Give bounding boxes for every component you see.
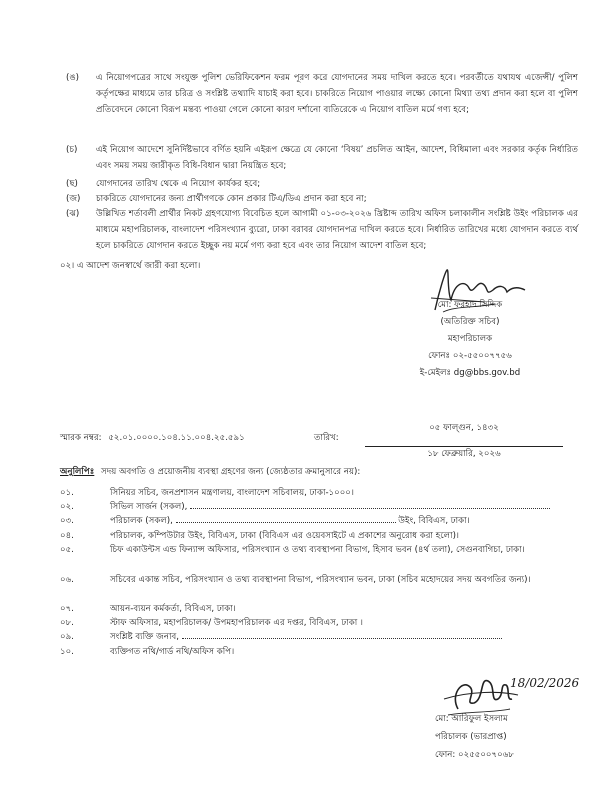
blank-fill-line	[190, 508, 550, 509]
copies-heading: অনুলিপিঃ	[60, 467, 95, 477]
signature-2-date: 18/02/2026	[510, 676, 580, 690]
copy-item	[60, 501, 570, 513]
clause-text: চাকরিতে যোগদানের জন্য প্রার্থীগণকে কোন প্রকার টিএ/ডিএ প্রদান করা হবে না;	[96, 194, 367, 204]
copy-text-line	[110, 501, 570, 513]
copy-item	[60, 515, 570, 527]
signatory-1-name: মো: ফরহাদ সিদ্দিক	[437, 300, 503, 310]
memo-date-english: ১৮ ফেব্রুয়ারি, ২০২৬	[427, 449, 501, 459]
copy-text: ব্যক্তিগত নথি/গার্ড নথি/অফিস কপি।	[110, 647, 235, 657]
copy-text: পরিচালক, কম্পিউটার উইং, বিবিএস, ঢাকা (বিবিএস এর ওয়েবসাইটে এ প্রকাশের অনুরোধ করা হলো)।	[110, 531, 459, 541]
copy-item	[60, 646, 570, 658]
copy-text: স্টাফ অফিসার, মহাপরিচালক/ উপমহাপরিচালক এর দপ্তর, বিবিএস, ঢাকা ।	[110, 618, 364, 628]
signatory-2	[435, 713, 585, 762]
memo-number-row	[60, 432, 245, 445]
signatory-2-designation: পরিচালক (ভারপ্রাপ্ত)	[435, 732, 507, 742]
copy-item	[60, 574, 570, 586]
memo-number: ৫২.০১.০০০০.১০৪.১১.০০৪.২৫.৫৯১	[108, 433, 245, 443]
blank-fill-line	[176, 522, 396, 523]
copy-text: সিনিয়র সচিব, জনপ্রশাসন মন্ত্রণালয়, বাংলাদেশ সচিবালয়, ঢাকা-১০০০।	[110, 488, 354, 498]
copy-item	[60, 530, 570, 542]
copy-suffix: উইং, বিবিএস, ঢাকা।	[398, 516, 470, 526]
copy-item	[60, 544, 570, 556]
signatory-1-designation: (অতিরিক্ত সচিব)	[440, 317, 500, 327]
clause-text: উল্লিখিত শর্তাবলী প্রার্থীর নিকট গ্রহণযোগ্য বিবেচিত হলে আগামী ০১-০৩-২০২৬ খ্রিষ্টাব্দ তারিখ অফিস চলাকালীন সংশ্লিষ্ট উইং পরিচালক এর মাধ্যমে মহাপরিচালক, বাংলাদেশ পরিসংখ্যান ব্যুরো, ঢাকা বরাবর যোগদানপত্র দাখিল করতে হবে। নির্ধারিত তারিখের মধ্যে যোগদান করতে ব্যর্থ হলে চাকরিতে যোগদান করতে ইচ্ছুক নয় মর্মে গণ্য করা হবে এবং তার নিয়োগ আদেশ বাতিল হবে;	[96, 209, 578, 251]
memo-date-label: তারিখ:	[314, 433, 339, 443]
copy-item	[60, 631, 570, 643]
signatory-1-email: ই-মেইলঃ dg@bbs.gov.bd	[419, 368, 521, 378]
signatory-1-phone: ফোনঃ ০২-৫৫০০৭৭৫৬	[428, 351, 512, 361]
signatory-2-phone: ফোন: ০২৫৫০০৭০৬৮	[435, 750, 514, 760]
copy-number: ০২.	[60, 502, 74, 512]
clause-chha	[66, 176, 578, 192]
paragraph-2: ০২। এ আদেশ জনস্বার্থে জারী করা হলো।	[60, 261, 201, 271]
signatory-1-office: মহাপরিচালক	[447, 334, 493, 344]
copy-text-line	[110, 515, 570, 527]
copy-number: ০৯.	[60, 632, 74, 642]
copy-text: পরিচালক (সকল),	[110, 516, 173, 526]
clause-marker: (ঝ)	[66, 209, 80, 219]
clause-uma	[66, 70, 578, 118]
memo-date-bangla: ০৫ ফাল্গুন, ১৪৩২	[429, 423, 499, 433]
copy-number: ০৬.	[60, 575, 74, 585]
copy-text: আয়ন-ব্যয়ন কর্মকর্তা, বিবিএস, ঢাকা।	[110, 604, 236, 614]
copy-number: ১০.	[60, 647, 74, 657]
clause-marker: (চ)	[66, 145, 78, 155]
signatory-2-name: মো: আরিফুল ইসলাম	[435, 714, 508, 724]
copy-text: চিফ একাউন্টস এন্ড ফিন্যান্স অফিসার, পরিসংখ্যান ও তথ্য ব্যবস্থাপনা বিভাগ, হিসাব ভবন (৪র্থ তলা), সেগুনবাগিচা, ঢাকা।	[110, 545, 525, 555]
copies-intro: সদয় অবগতি ও প্রয়োজনীয় ব্যবস্থা গ্রহণের জন্য (জ্যেষ্ঠতার ক্রমানুসারে নয়):	[101, 467, 361, 477]
copy-item	[60, 603, 570, 615]
copy-number: ০৮.	[60, 618, 74, 628]
blank-fill-line	[182, 638, 502, 639]
copy-number: ০৪.	[60, 531, 74, 541]
clause-cha	[66, 142, 578, 174]
clause-marker: (জ)	[66, 194, 81, 204]
copy-number: ০১.	[60, 488, 74, 498]
copy-number: ০৩.	[60, 516, 74, 526]
copy-item	[60, 487, 570, 499]
memo-label: স্মারক নম্বর:	[60, 433, 102, 443]
copy-text: সিভিল সার্জন (সকল),	[110, 502, 188, 512]
clause-text: এ নিয়োগপত্রের সাথে সংযুক্ত পুলিশ ভেরিফিকেশন ফরম পূরণ করে যোগদানের সময় দাখিল করতে হবে। পরবর্তীতে যথাযথ এজেন্সী/ পুলিশ কর্তৃপক্ষের মাধ্যমে তার চরিত্র ও সংশ্লিষ্ট তথ্যাদি যাচাই করা হবে। চাকরিতে নিয়োগ পাওয়ার লক্ষ্যে কোনো মিথ্যা তথ্য প্রদান করা হলে বা পুলিশ প্রতিবেদনে কোনো বিরূপ মন্তব্য পাওয়া গেলে কোনো কারণ দর্শানো ব্যতিরেকে এ নিয়োগ বাতিল মর্মে গণ্য হবে;	[96, 73, 578, 115]
clause-text: এই নিয়োগ আদেশে সুনির্দিষ্টভাবে বর্ণিত হয়নি এইরূপ ক্ষেত্রে যে কোনো ‘বিষয়’ প্রচলিত আইন, আদেশ, বিধিমালা এবং সরকার কর্তৃক নির্ধারিত এবং সময় সময় জারীকৃত বিধি-বিধান দ্বারা নিয়ন্ত্রিত হবে;	[96, 145, 578, 171]
clause-marker: (ছ)	[66, 179, 78, 189]
clause-ja	[66, 191, 578, 207]
copies-header	[60, 466, 360, 479]
signatory-1	[395, 299, 545, 380]
copy-number: ০৫.	[60, 545, 74, 555]
clause-jha	[66, 206, 578, 254]
copy-text-line	[110, 631, 570, 643]
copy-number: ০৭.	[60, 604, 74, 614]
copy-text: সংশ্লিষ্ট ব্যক্তি জনাব,	[110, 632, 179, 642]
copy-item	[60, 617, 570, 629]
date-divider	[365, 446, 563, 447]
clause-marker: (ঙ)	[66, 73, 80, 83]
clause-text: যোগদানের তারিখ থেকে এ নিয়োগ কার্যকর হবে;	[96, 179, 261, 189]
copy-text: সচিবের একান্ত সচিব, পরিসংখ্যান ও তথ্য ব্যবস্থাপনা বিভাগ, পরিসংখ্যান ভবন, ঢাকা (সচিব মহোদয়ের সদয় অবগতির জন্য)।	[110, 575, 531, 585]
